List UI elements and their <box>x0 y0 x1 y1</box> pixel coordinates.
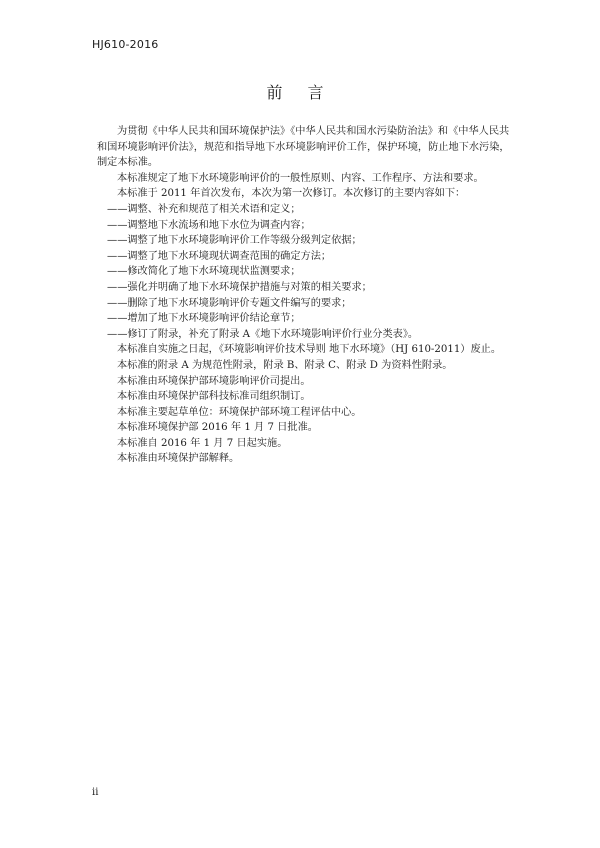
closing-line: 本标准的附录 A 为规范性附录，附录 B、附录 C、附录 D 为资料性附录。 <box>117 359 453 371</box>
closing-line: 本标准由环境保护部环境影响评价司提出。 <box>117 375 311 387</box>
closing-line: 本标准环境保护部 2016 年 1 月 7 日批准。 <box>117 422 318 434</box>
change-item: ——修改简化了地下水环境现状监测要求； <box>107 266 301 278</box>
change-item: ——调整了地下水环境现状调查范围的确定方法； <box>107 250 332 262</box>
intro-paragraph: 为贯彻《中华人民共和国环境保护法》《中华人民共和国水污染防治法》和《中华人民共和国环境影响评价法》，规范和指导地下水环境影响评价工作，保护环境，防止地下水污染，制定本标准。 <box>97 126 510 169</box>
change-item: ——删除了地下水环境影响评价专题文件编写的要求； <box>107 297 352 309</box>
revision-paragraph: 本标准于 2011 年首次发布，本次为第一次修订。本次修订的主要内容如下： <box>117 188 466 200</box>
closing-line: 本标准由环境保护部科技标准司组织制订。 <box>117 391 311 403</box>
closing-line: 本标准主要起草单位：环境保护部环境工程评估中心。 <box>117 406 362 418</box>
closing-line: 本标准自 2016 年 1 月 7 日起实施。 <box>117 437 288 449</box>
change-item: ——调整地下水流场和地下水位为调查内容； <box>107 219 311 231</box>
change-item: ——调整了地下水环境影响评价工作等级分级判定依据； <box>107 235 362 247</box>
change-item: ——修订了附录，补充了附录 A《地下水环境影响评价行业分类表》。 <box>107 328 419 340</box>
change-item: ——增加了地下水环境影响评价结论章节； <box>107 313 301 325</box>
closing-line: 本标准自实施之日起，《环境影响评价技术导则 地下水环境》（HJ 610-2011）废止。 <box>117 344 502 356</box>
scope-paragraph: 本标准规定了地下水环境影响评价的一般性原则、内容、工作程序、方法和要求。 <box>117 172 484 184</box>
change-item: ——调整、补充和规范了相关术语和定义； <box>107 203 301 215</box>
page-number: ii <box>92 787 99 798</box>
change-item: ——强化并明确了地下水环境保护措施与对策的相关要求； <box>107 281 372 293</box>
page-title: 前 言 <box>266 83 334 102</box>
document-code: HJ610-2016 <box>92 38 159 51</box>
closing-line: 本标准由环境保护部解释。 <box>117 453 240 465</box>
document-body <box>97 124 515 467</box>
